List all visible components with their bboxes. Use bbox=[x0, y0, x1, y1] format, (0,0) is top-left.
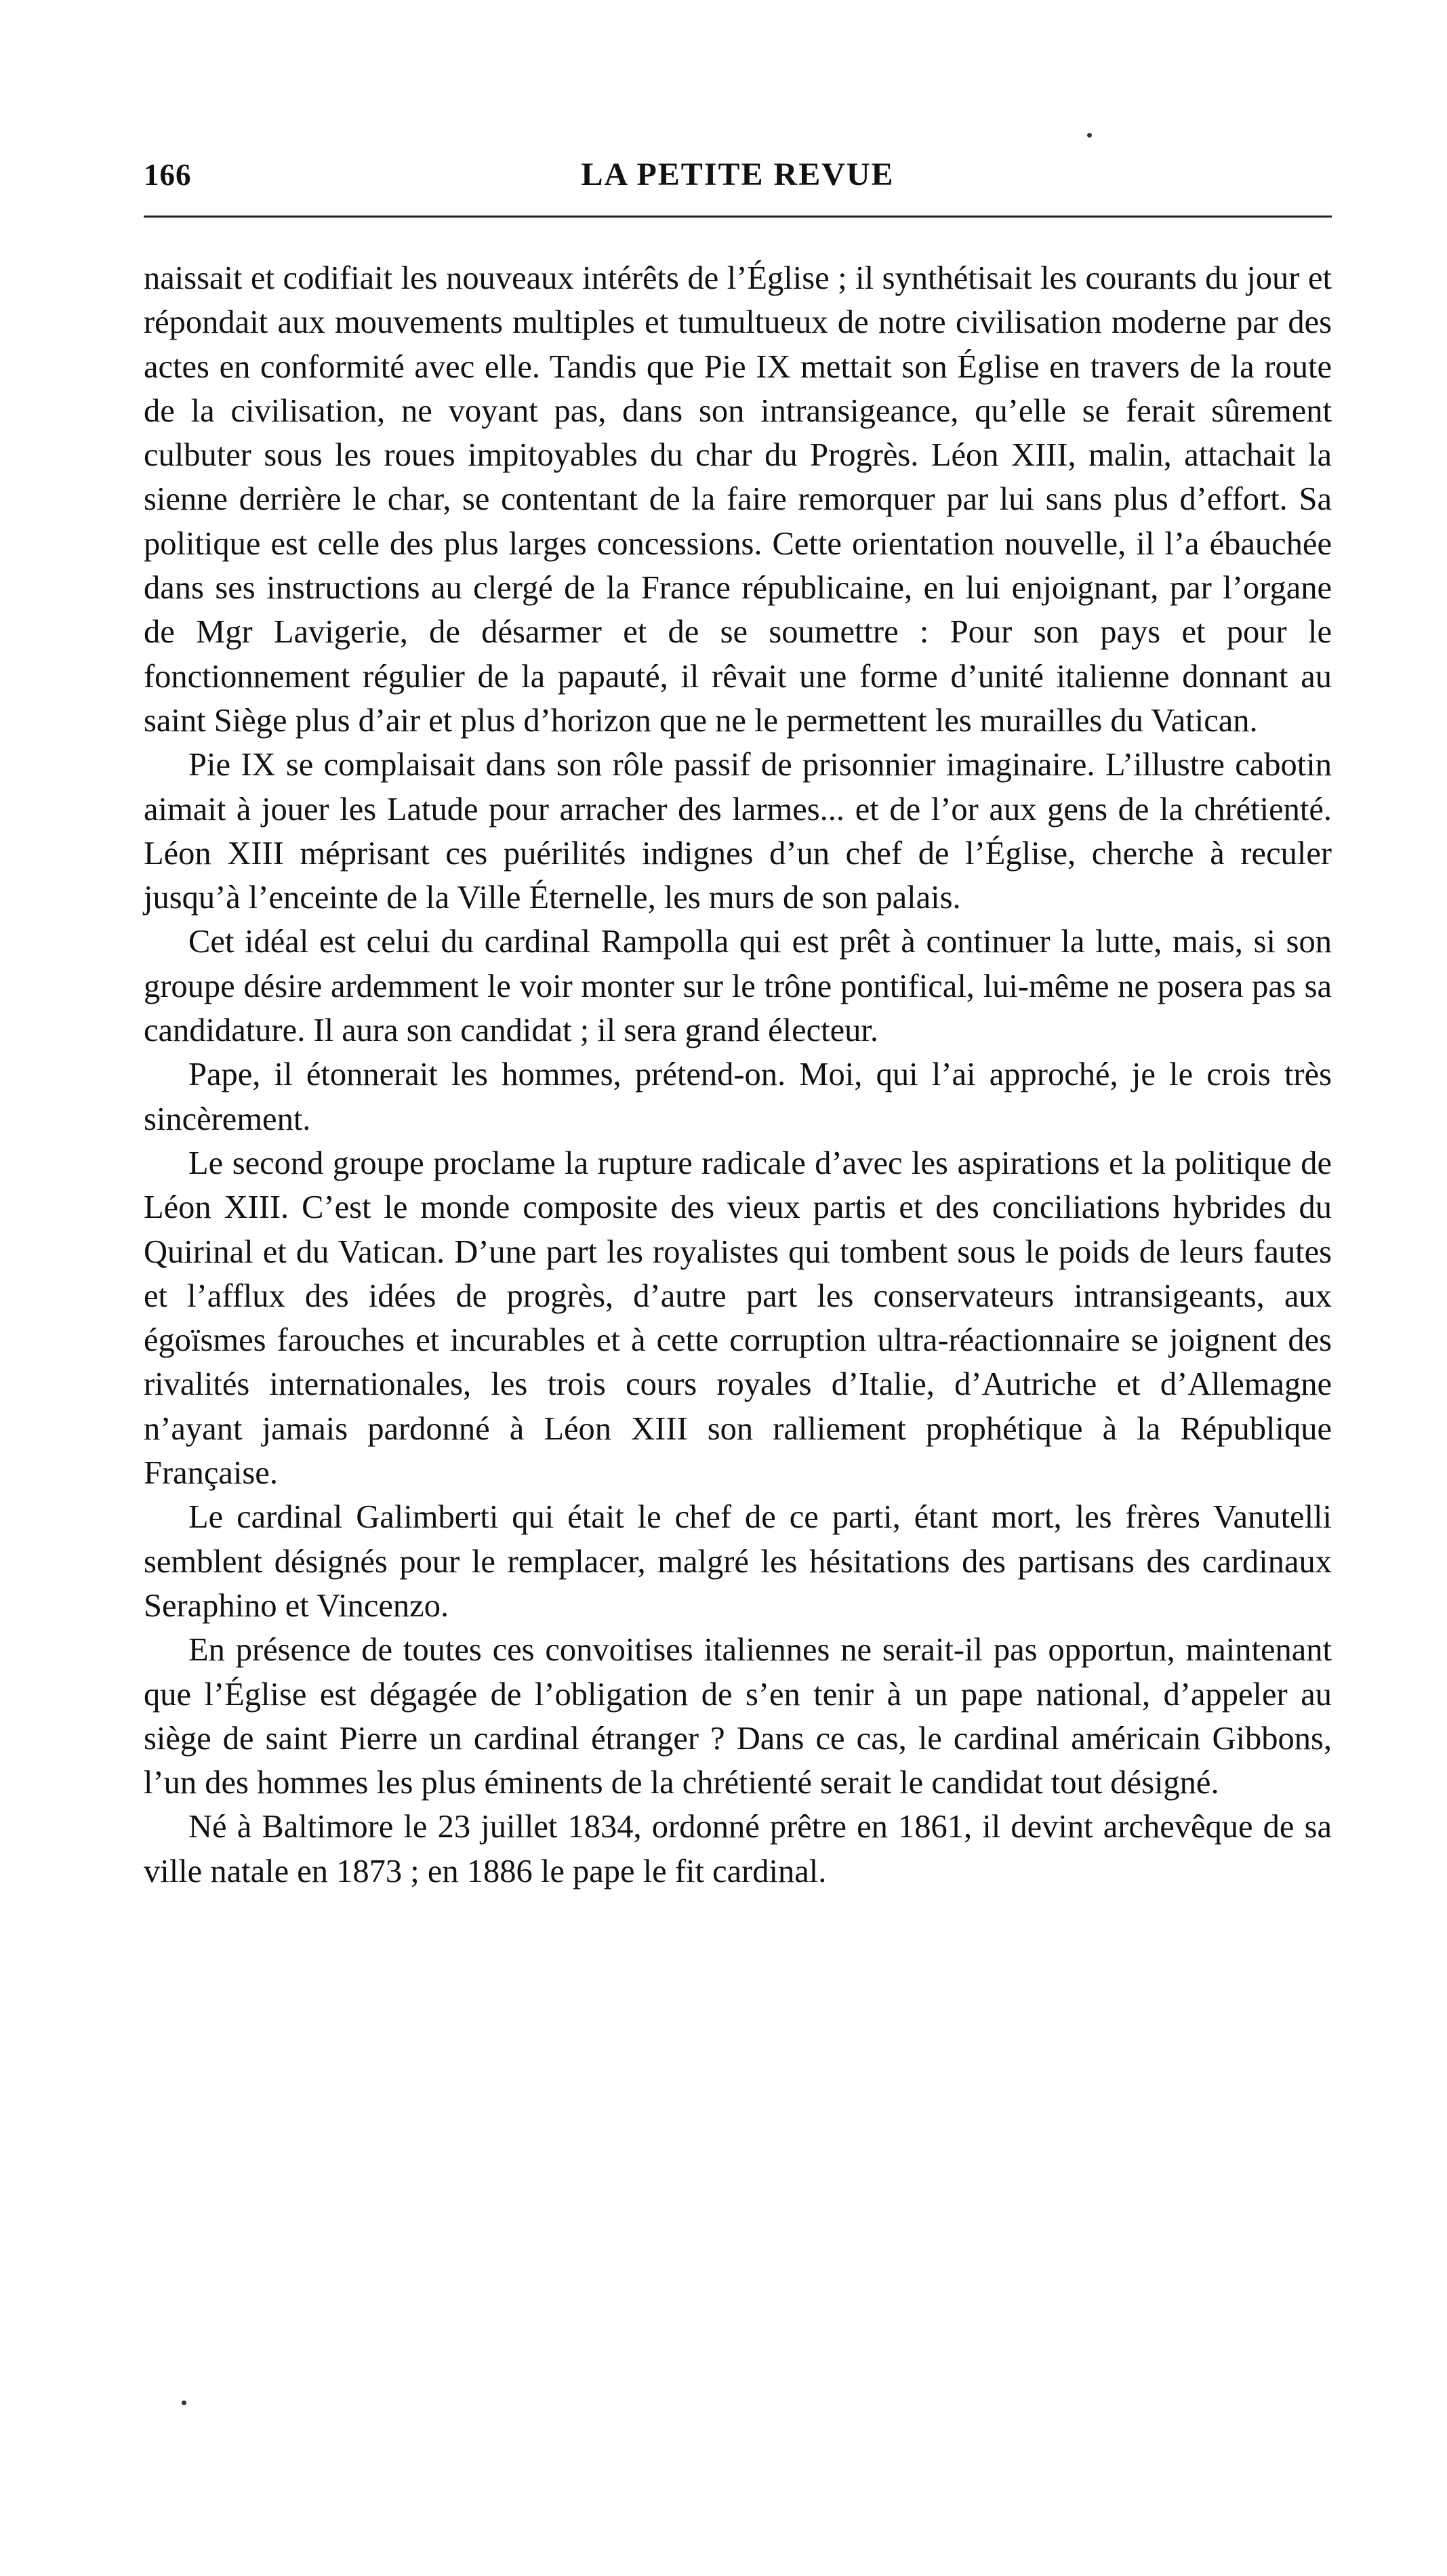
paragraph: En présence de toutes ces convoitises italiennes ne serait-il pas opportun, maintenant que l’Église est dégagée de l’obligation de s’en tenir à un pape national, d’appeler au siège de saint Pierre un cardinal étranger ? Dans ce cas, le cardinal américain Gibbons, l’un des hommes les plus éminents de la chrétienté serait le candidat tout désigné. bbox=[144, 1632, 1332, 1801]
paragraph: Le cardinal Galimberti qui était le chef de ce parti, étant mort, les frères Vanutelli semblent désignés pour le remplacer, malgré les hésitations des partisans des cardinaux Seraphino et Vincenzo. bbox=[144, 1499, 1332, 1624]
paragraph: naissait et codifiait les nouveaux intérêts de l’Église ; il synthétisait les courants du jour et répondait aux mouvements multiples et tumultueux de notre civilisation moderne par des actes en conformité avec elle. Tandis que Pie IX mettait son Église en travers de la route de la civilisation, ne voyant pas, dans son intransigeance, qu’elle se ferait sûrement culbuter sous les roues impitoyables du char du Progrès. Léon XIII, malin, attachait la sienne derrière le char, se contentant de la faire remorquer par lui sans plus d’effort. Sa politique est celle des plus larges concessions. Cette orientation nouvelle, il l’a ébauchée dans ses instructions au clergé de la France républicaine, en lui enjoignant, par l’organe de Mgr Lavigerie, de désarmer et de se soumettre : Pour son pays et pour le fonctionnement régulier de la papauté, il rêvait une forme d’unité italienne donnant au saint Siège plus d’air et plus d’horizon que ne le permettent les murailles du Vatican. bbox=[144, 260, 1332, 739]
paragraph: Cet idéal est celui du cardinal Rampolla qui est prêt à continuer la lutte, mais, si son groupe désire ardemment le voir monter sur le trône pontifical, lui-même ne posera pas sa candidature. Il aura son candidat ; il sera grand électeur. bbox=[144, 924, 1332, 1049]
ink-speck bbox=[182, 2400, 186, 2405]
ink-speck bbox=[1087, 133, 1092, 138]
header-rule bbox=[144, 216, 1332, 218]
running-title: LA PETITE REVUE bbox=[581, 157, 895, 192]
paragraph: Né à Baltimore le 23 juillet 1834, ordonné prêtre en 1861, il devint archevêque de sa ville natale en 1873 ; en 1886 le pape le fit cardinal. bbox=[144, 1809, 1332, 1889]
page-header bbox=[144, 155, 1332, 195]
paragraph: Pape, il étonnerait les hommes, prétend-on. Moi, qui l’ai approché, je le crois très sincèrement. bbox=[144, 1057, 1332, 1137]
paragraph: Le second groupe proclame la rupture radicale d’avec les aspirations et la politique de Léon XIII. C’est le monde composite des vieux partis et des conciliations hybrides du Quirinal et du Vatican. D’une part les royalistes qui tombent sous le poids de leurs fautes et l’afflux des idées de progrès, d’autre part les conservateurs intransigeants, aux égoïsmes farouches et incurables et à cette corruption ultra-réactionnaire se joignent des rivalités internationales, les trois cours royales d’Italie, d’Autriche et d’Allemagne n’ayant jamais pardonné à Léon XIII son ralliement prophétique à la République Française. bbox=[144, 1145, 1332, 1492]
paragraph: Pie IX se complaisait dans son rôle passif de prisonnier imaginaire. L’illustre cabotin aimait à jouer les Latude pour arracher des larmes... et de l’or aux gens de la chrétienté. Léon XIII méprisant ces puérilités indignes d’un chef de l’Église, cherche à reculer jusqu’à l’enceinte de la Ville Éternelle, les murs de son palais. bbox=[144, 747, 1332, 916]
page-number: 166 bbox=[144, 158, 192, 192]
body-text bbox=[144, 256, 1332, 1894]
